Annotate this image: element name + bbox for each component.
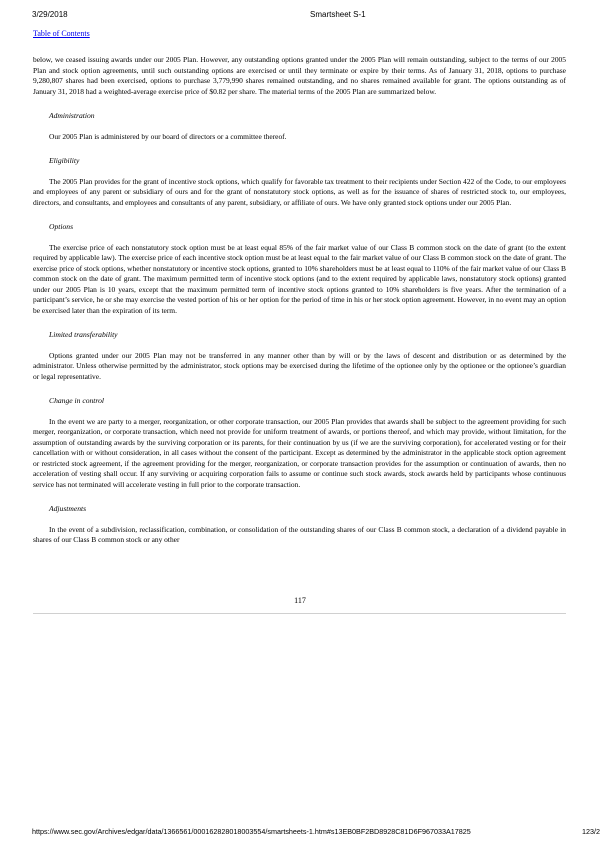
heading-eligibility: Eligibility	[49, 156, 80, 165]
print-footer	[0, 827, 600, 839]
paragraph-options: The exercise price of each nonstatutory stock option must be at least equal 85% of the fair market value of our Class B common stock on the date of grant (to the extent required by applicable law). The exercise price of each incentive stock option must be at least equal to the fair market value of our Class B common stock on the date of grant. The exercise price of stock options, whether nonstatutory or incentive stock options, granted to 10% shareholders must be at least equal to 110% of the fair market value of our Class B common stock on the date of grant. The maximum permitted term of incentive stock options (and to the extent required by applicable laws, nonstatutory stock options) granted under our 2005 Plan is 10 years, except that the maximum permitted term of incentive stock options granted to 10% shareholders is five years. After the termination of a participant’s service, he or she may exercise the vested portion of his or her option for the period of time in his or her stock option agreement. However, in no event may an option be exercised later than the expiration of its term.	[33, 242, 567, 315]
heading-change-in-control: Change in control	[49, 396, 104, 405]
document-body	[33, 55, 566, 546]
footer-page-count: 123/2	[582, 827, 600, 836]
print-date: 3/29/2018	[32, 10, 68, 19]
footer-url: https://www.sec.gov/Archives/edgar/data/1366561/000162828018003554/smartsheets-1.htm#s13EB0BF2BD8928C81D6F967033A17825	[32, 827, 471, 836]
print-header	[0, 10, 600, 22]
heading-administration: Administration	[49, 111, 95, 120]
paragraph-eligibility: The 2005 Plan provides for the grant of incentive stock options, which qualify for favorable tax treatment to their recipients under Section 422 of the Code, to our employees and employees of any parent or subsidiary of ours and for the grant of nonstatutory stock options, as well as for the issuance of shares of restricted stock to, our employees, directors, and consultants, and employees and consultants of any parent, subsidiary, or affiliate of ours. We have only granted stock options under our 2005 Plan.	[33, 176, 566, 207]
paragraph-change-in-control: In the event we are party to a merger, reorganization, or other corporate transaction, our 2005 Plan provides that awards shall be subject to the agreement providing for such merger, reorganization, or corporate transaction, which need not provide for uniform treatment of awards, or portions thereof, and which may provide, without limitation, for the assumption of outstanding awards by the surviving corporation or its parents, for their continuation by us (if we are the surviving corporation), for accelerated vesting or for their cancellation with or without consideration, in all cases without the consent of the participant. Except as determined by the administrator in the applicable stock option agreement or restricted stock agreement, if the agreement providing for the merger, reorganization, or corporate transaction provides for the assumption or continuation of awards, then no acceleration of vesting shall occur. If any surviving or acquiring corporation fails to assume or continue such stock awards, stock awards held by participants whose continuous service has not terminated will accelerate vesting in full prior to the corporate transaction.	[33, 416, 566, 489]
paragraph-administration: Our 2005 Plan is administered by our board of directors or a committee thereof.	[49, 131, 287, 141]
heading-options: Options	[49, 222, 74, 231]
paragraph-adjustments: In the event of a subdivision, reclassification, combination, or consolidation of the outstanding shares of our Class B common stock, a declaration of a dividend payable in shares of our Class B common stock or any other	[33, 524, 566, 544]
page-number: 117	[294, 596, 306, 605]
print-title: Smartsheet S-1	[310, 10, 366, 19]
page-divider	[33, 613, 566, 614]
table-of-contents-link[interactable]: Table of Contents	[33, 29, 90, 38]
paragraph-limited-transferability: Options granted under our 2005 Plan may not be transferred in any manner other than by will or by the laws of descent and distribution or as determined by the administrator. Unless otherwise permitted by the administrator, stock options may be exercised during the lifetime of the optionee only by the optionee or the optionee’s guardian or legal representative.	[33, 350, 566, 381]
heading-adjustments: Adjustments	[49, 504, 87, 513]
heading-limited-transferability: Limited transferability	[49, 330, 118, 339]
intro-paragraph: below, we ceased issuing awards under our 2005 Plan. However, any outstanding options granted under the 2005 Plan will remain outstanding, subject to the terms of our 2005 Plan and stock option agreements, until such outstanding options are exercised or until they terminate or expire by their terms. As of January 31, 2018, options to purchase 9,280,807 shares had been exercised, options to purchase 3,779,990 shares remained outstanding, and no shares remained available for grant. The options outstanding as of January 31, 2018 had a weighted-average exercise price of $0.82 per share. The material terms of the 2005 Plan are summarized below.	[33, 55, 566, 96]
